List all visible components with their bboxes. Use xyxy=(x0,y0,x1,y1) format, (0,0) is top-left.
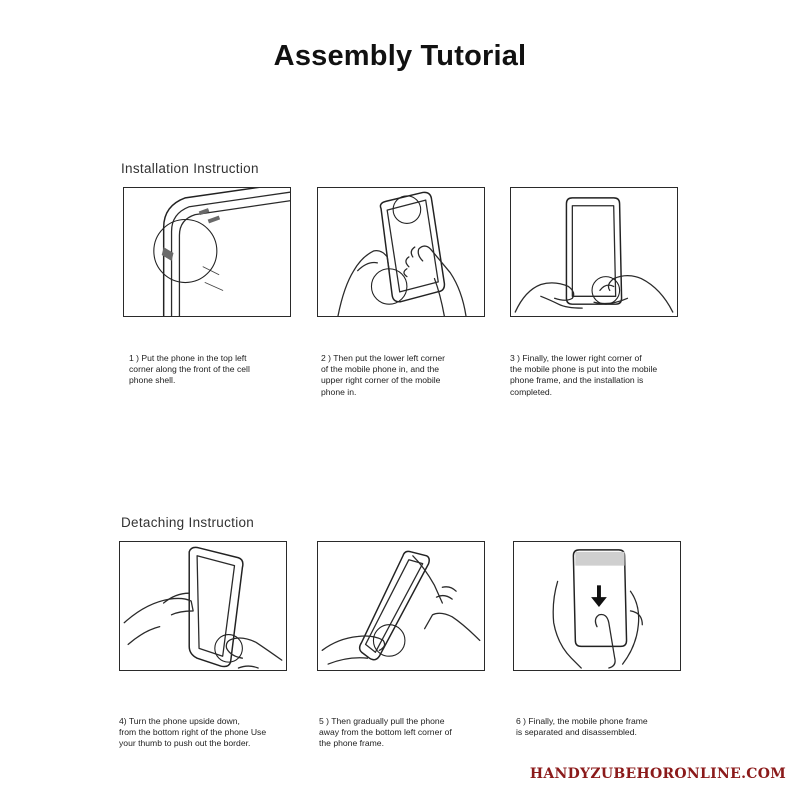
detaching-step-6-caption: 6 ) Finally, the mobile phone frame is separated and disassembled. xyxy=(516,716,648,738)
detaching-step-5-illustration xyxy=(317,541,485,671)
installation-heading: Installation Instruction xyxy=(121,161,259,176)
page-title: Assembly Tutorial xyxy=(273,40,527,72)
detaching-step-6-illustration xyxy=(513,541,681,671)
detaching-heading: Detaching Instruction xyxy=(121,515,255,530)
installation-step-1-illustration xyxy=(123,187,291,317)
installation-step-1-caption: 1 ) Put the phone in the top left corner along the front of the cell phone shell. xyxy=(129,353,250,386)
detaching-step-4-caption: 4) Turn the phone upside down, from the bottom right of the phone Use your thumb to push out the border. xyxy=(119,716,267,749)
installation-step-2-illustration xyxy=(317,187,485,317)
watermark: HANDYZUBEHORONLINE.COM xyxy=(529,766,786,782)
installation-step-2-caption: 2 ) Then put the lower left corner of the mobile phone in, and the upper right corner of the mobile phone in. xyxy=(321,353,446,397)
installation-step-3-illustration xyxy=(510,187,678,317)
detaching-step-4-illustration xyxy=(119,541,287,671)
installation-step-3-caption: 3 ) Finally, the lower right corner of the mobile phone is put into the mobile phone frame, and the installation is completed. xyxy=(510,353,658,397)
detaching-step-5-caption: 5 ) Then gradually pull the phone away from the bottom left corner of the phone frame. xyxy=(319,716,452,749)
